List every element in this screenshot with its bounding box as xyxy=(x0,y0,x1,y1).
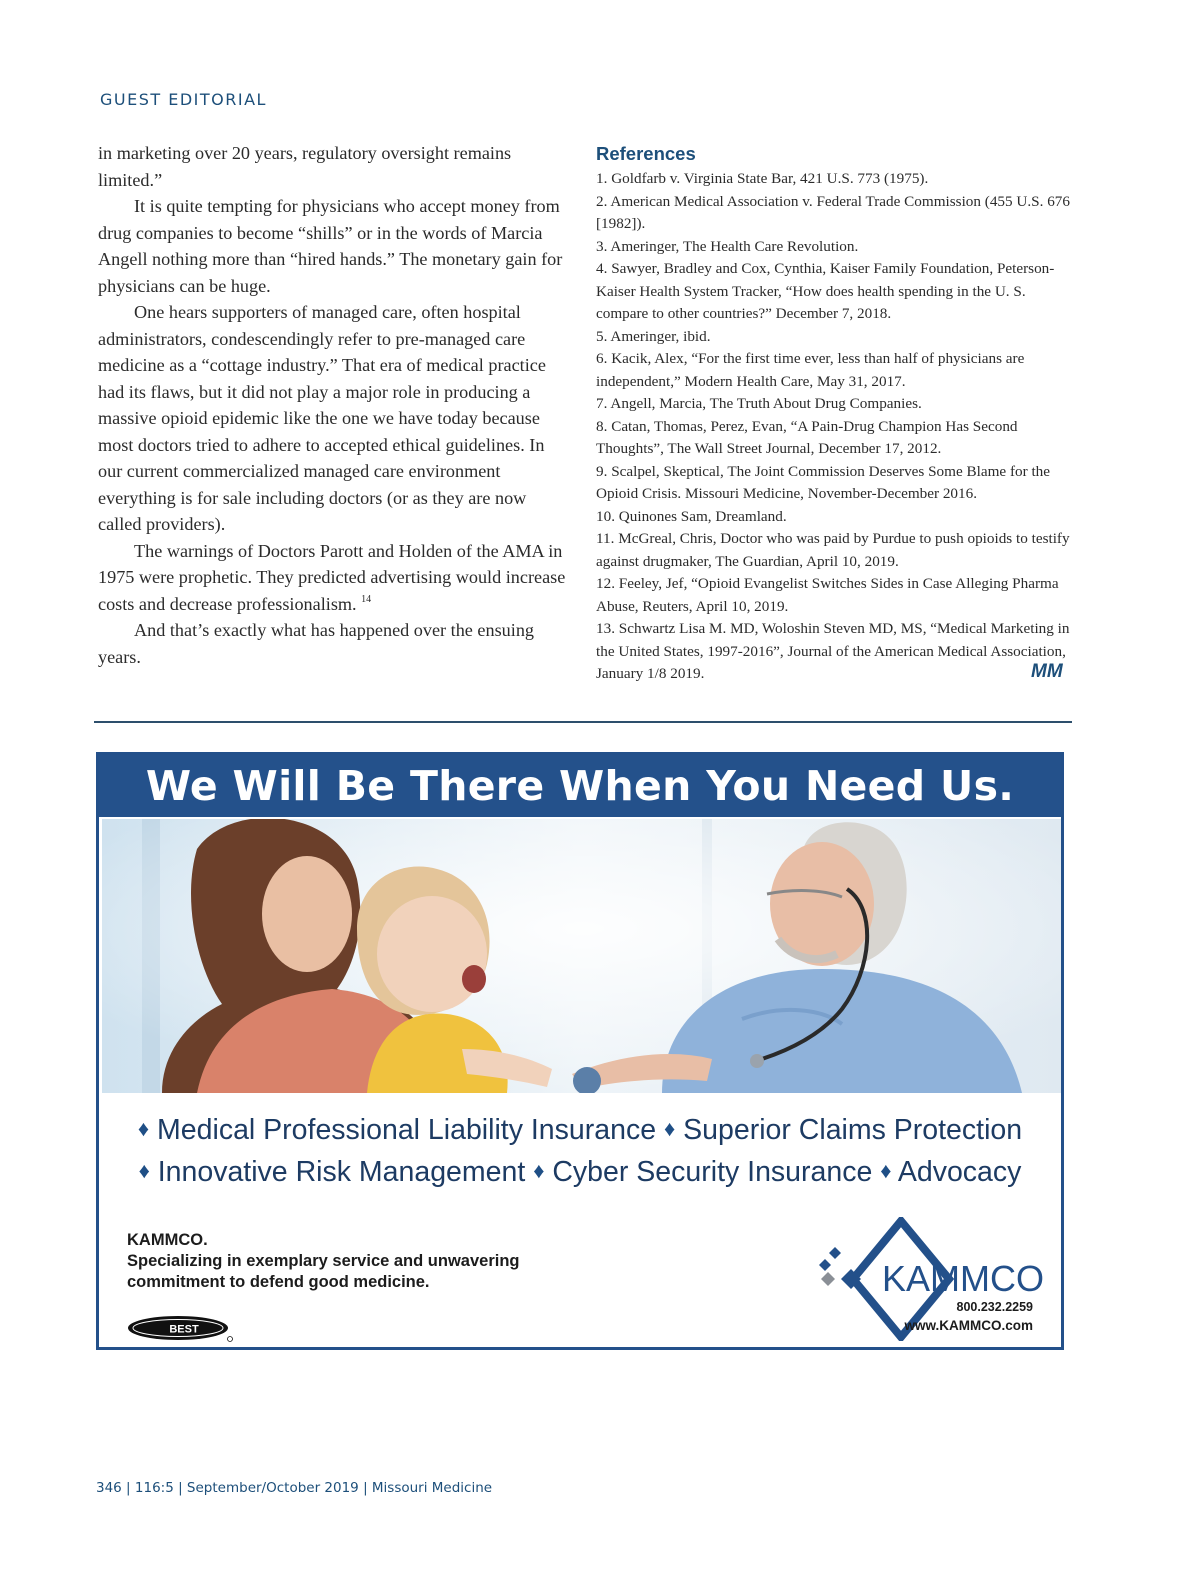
ad-headline: We Will Be There When You Need Us. xyxy=(145,762,1015,810)
editorial-paragraph-text: The warnings of Doctors Parott and Holden of the AMA in 1975 were prophetic. They predicted advertising would increase costs and decrease professionalism. xyxy=(98,540,566,614)
company-tagline: Specializing in exemplary service and unwavering xyxy=(127,1252,520,1270)
page-footer: 346 | 116:5 | September/October 2019 | Missouri Medicine xyxy=(96,1480,493,1496)
ad-services-list xyxy=(99,1110,1061,1194)
reference-item: 4. Sawyer, Bradley and Cox, Cynthia, Kaiser Family Foundation, Peterson-Kaiser Health System Tracker, “How does health spending in the U. S. compare to other countries?” December 7, 2018. xyxy=(596,260,1055,322)
reference-item: 12. Feeley, Jef, “Opioid Evangelist Switches Sides in Case Alleging Pharma Abuse, Reuters, April 10, 2019. xyxy=(596,575,1059,615)
kammco-phone[interactable]: 800.232.2259 xyxy=(956,1300,1033,1314)
references-list xyxy=(596,168,1072,686)
diamond-bullet-icon: ♦ xyxy=(533,1158,545,1183)
reference-item: 9. Scalpel, Skeptical, The Joint Commission Deserves Some Blame for the Opioid Crisis. Missouri Medicine, November-December 2016. xyxy=(596,462,1051,502)
editorial-paragraph: And that’s exactly what has happened over the ensuing years. xyxy=(98,620,535,667)
reference-item: 8. Catan, Thomas, Perez, Evan, “A Pain-Drug Champion Has Second Thoughts”, The Wall Street Journal, December 17, 2012. xyxy=(596,417,1018,457)
reference-item: 10. Quinones Sam, Dreamland. xyxy=(596,507,787,525)
kammco-logo-text: KAMMCO xyxy=(882,1258,1044,1299)
service-item: Innovative Risk Management xyxy=(157,1156,526,1188)
diamond-bullet-icon: ♦ xyxy=(138,1158,150,1183)
service-item: Medical Professional Liability Insurance xyxy=(157,1114,657,1146)
services-line xyxy=(99,1152,1061,1194)
reference-item: 2. American Medical Association v. Federal Trade Commission (455 U.S. 676 [1982]). xyxy=(596,192,1070,232)
ad-photo-doctor-patient xyxy=(102,819,1061,1093)
reference-item: 11. McGreal, Chris, Doctor who was paid by Purdue to push opioids to testify against drugmaker, The Guardian, April 10, 2019. xyxy=(596,530,1070,570)
footnote-ref[interactable]: 14 xyxy=(361,593,372,605)
references-column xyxy=(596,143,1072,686)
kammco-advertisement[interactable] xyxy=(96,752,1064,1350)
reference-item: 13. Schwartz Lisa M. MD, Woloshin Steven MD, MS, “Medical Marketing in the United States, 1997-2016”, Journal of the American Medical Association, January 1/8 2019. xyxy=(596,620,1070,682)
company-name: KAMMCO. xyxy=(127,1231,208,1249)
editorial-paragraph: One hears supporters of managed care, often hospital administrators, condescendingly refer to pre-managed care medicine as a “cottage industry.” That era of medical practice had its flaws, but it did not play a major role in producing a massive opioid epidemic like the one we have today because most doctors tried to adhere to accepted ethical guidelines. In our current commercialized managed care environment everything is for sale including doctors (or as they are now called providers). xyxy=(98,302,546,534)
service-item: Superior Claims Protection xyxy=(683,1114,1023,1146)
best-badge-text: BEST xyxy=(169,1323,199,1336)
company-tagline: commitment to defend good medicine. xyxy=(127,1273,430,1291)
diamond-bullet-icon: ♦ xyxy=(137,1116,150,1141)
service-item: Cyber Security Insurance xyxy=(552,1156,873,1188)
diamond-bullet-icon: ♦ xyxy=(880,1158,892,1183)
editorial-column xyxy=(98,140,568,670)
end-mark: MM xyxy=(1031,661,1063,682)
reference-item: 3. Ameringer, The Health Care Revolution. xyxy=(596,237,859,255)
diamond-bullet-icon: ♦ xyxy=(663,1116,676,1141)
reference-item: 1. Goldfarb v. Virginia State Bar, 421 U.S. 773 (1975). xyxy=(596,170,929,187)
reference-item: 7. Angell, Marcia, The Truth About Drug Companies. xyxy=(596,395,922,412)
ad-company-block xyxy=(127,1230,520,1293)
kammco-url[interactable]: www.KAMMCO.com xyxy=(904,1318,1033,1333)
services-line xyxy=(99,1110,1061,1152)
section-label: GUEST EDITORIAL xyxy=(100,90,267,109)
am-best-badge-icon xyxy=(126,1312,236,1344)
reference-item: 6. Kacik, Alex, “For the first time ever, less than half of physicians are independent,” Modern Health Care, May 31, 2017. xyxy=(596,350,1025,390)
service-item: Advocacy xyxy=(897,1156,1022,1188)
ad-banner xyxy=(99,755,1061,817)
references-heading: References xyxy=(596,143,696,164)
reference-item: 5. Ameringer, ibid. xyxy=(596,327,711,345)
editorial-paragraph: It is quite tempting for physicians who accept money from drug companies to become “shills” or in the words of Marcia Angell nothing more than “hired hands.” The monetary gain for physicians can be huge. xyxy=(98,196,563,296)
editorial-paragraph: in marketing over 20 years, regulatory oversight remains limited.” xyxy=(98,143,512,190)
section-divider xyxy=(94,721,1072,723)
editorial-paragraph xyxy=(98,538,568,618)
